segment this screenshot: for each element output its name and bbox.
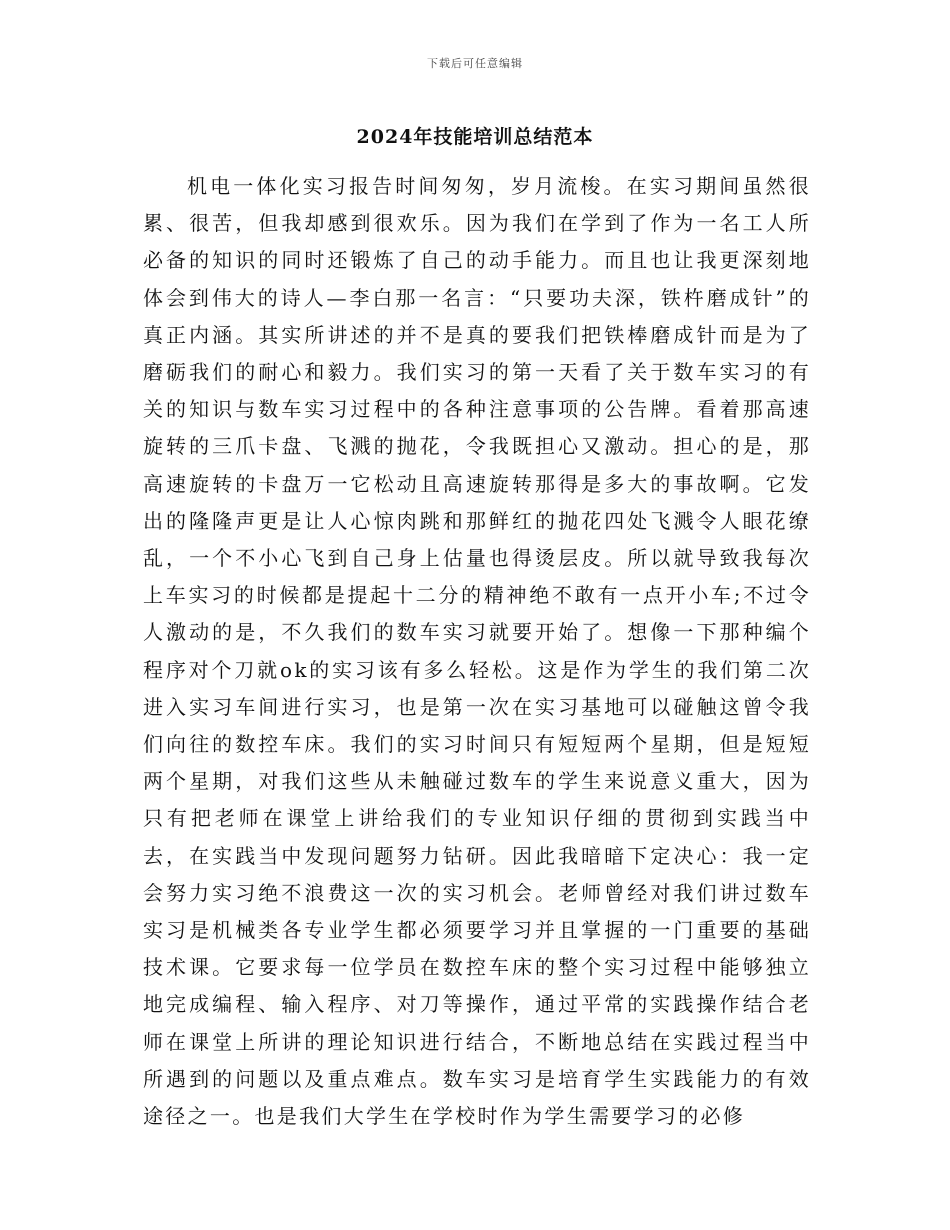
body-paragraph: 机电一体化实习报告时间匆匆，岁月流梭。在实习期间虽然很累、很苦，但我却感到很欢乐。因为我们在学到了作为一名工人所必备的知识的同时还锻炼了自己的动手能力。而且也让我更深刻地体会到伟大的诗人—李白那一名言：“只要功夫深，铁杵磨成针”的真正内涵。其实所讲述的并不是真的要我们把铁棒磨成针而是为了磨砺我们的耐心和毅力。我们实习的第一天看了关于数车实习的有关的知识与数车实习过程中的各种注意事项的公告牌。看着那高速旋转的三爪卡盘、飞溅的抛花，令我既担心又激动。担心的是，那高速旋转的卡盘万一它松动且高速旋转那得是多大的事故啊。它发出的隆隆声更是让人心惊肉跳和那鲜红的抛花四处飞溅令人眼花缭乱，一个不小心飞到自己身上估量也得烫层皮。所以就导致我每次上车实习的时候都是提起十二分的精神绝不敢有一点开小车;不过令人激动的是，不久我们的数车实习就要开始了。想像一下那种编个程序对个刀就ok的实习该有多么轻松。这是作为学生的我们第二次进入实习车间进行实习，也是第一次在实习基地可以碰触这曾令我们向往的数控车床。我们的实习时间只有短短两个星期，但是短短两个星期，对我们这些从未触碰过数车的学生来说意义重大，因为只有把老师在课堂上讲给我们的专业知识仔细的贯彻到实践当中去，在实践当中发现问题努力钻研。因此我暗暗下定决心：我一定会努力实习绝不浪费这一次的实习机会。老师曾经对我们讲过数车实习是机械类各专业学生都必须要学习并且掌握的一门重要的基础技术课。它要求每一位学员在数控车床的整个实习过程中能够独立地完成编程、输入程序、对刀等操作，通过平常的实践操作结合老师在课堂上所讲的理论知识进行结合，不断地总结在实践过程当中所遇到的问题以及重点难点。数车实习是培育学生实践能力的有效途径之一。也是我们大学生在学校时作为学生需要学习的必修 [143,174,811,1129]
document-title: 2024年技能培训总结范本 [356,126,594,148]
header-note: 下载后可任意编辑 [427,57,523,70]
